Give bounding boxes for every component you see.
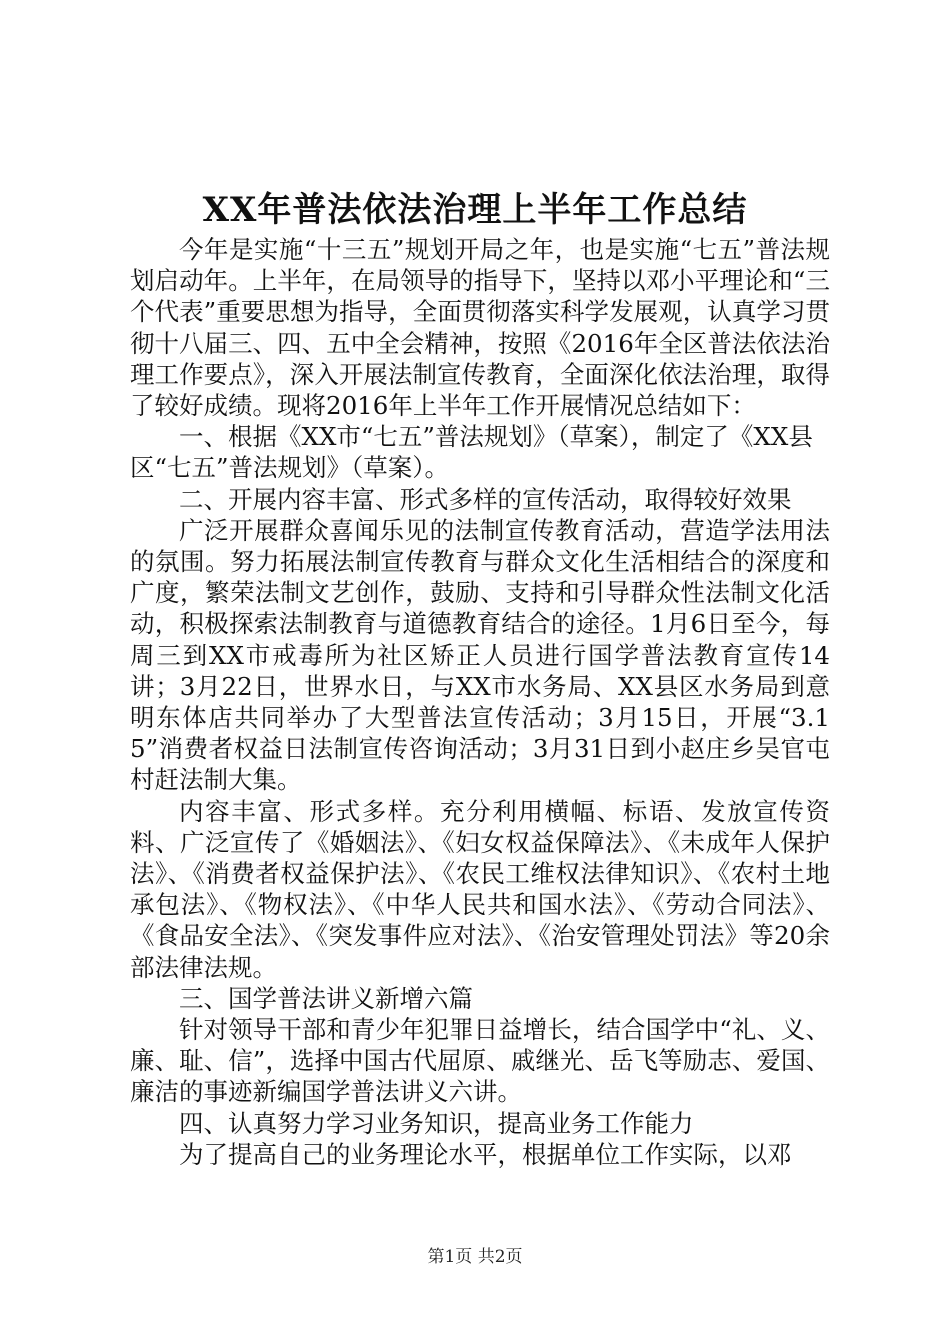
paragraph-activities: 广泛开展群众喜闻乐见的法制宣传教育活动，营造学法用法的氛围。努力拓展法制宣传教育与群众文化生活相结合的深度和广度，繁荣法制文艺创作，鼓励、支持和引导群众性法制文化活动，积极探索法制教育与道德教育结合的途径。1月6日至今，每周三到XX市戒毒所为社区矫正人员进行国学普法教育宣传14讲；3月22日，世界水日，与XX市水务局、XX县区水务局到意明东体店共同举办了大型普法宣传活动；3月15日，开展“3.15”消费者权益日法制宣传咨询活动；3月31日到小赵庄乡吴官屯村赶法制大集。	[130, 515, 830, 795]
section-heading-1: 一、根据《XX市“七五”普法规划》（草案），制定了《XX县区“七五”普法规划》（草案）。	[130, 422, 813, 483]
section-heading-4: 四、认真努力学习业务知识，提高业务工作能力	[179, 1108, 694, 1138]
page-number-footer: 第1页 共2页	[427, 1247, 523, 1267]
paragraph-study: 为了提高自己的业务理论水平，根据单位工作实际，以邓	[179, 1139, 792, 1169]
document-body	[130, 234, 830, 1170]
section-heading-2: 二、开展内容丰富、形式多样的宣传活动，取得较好效果	[179, 484, 792, 514]
paragraph-intro: 今年是实施“十三五”规划开局之年，也是实施“七五”普法规划启动年。上半年，在局领导的指导下，坚持以邓小平理论和“三个代表”重要思想为指导，全面贯彻落实科学发展观，认真学习贯彻十八届三、四、五中全会精神，按照《2016年全区普法依法治理工作要点》，深入开展法制宣传教育，全面深化依法治理，取得了较好成绩。现将2016年上半年工作开展情况总结如下：	[130, 235, 830, 421]
paragraph-lectures: 针对领导干部和青少年犯罪日益增长，结合国学中“礼、义、廉、耻、信”，选择中国古代屈原、戚继光、岳飞等励志、爱国、廉洁的事迹新编国学普法讲义六讲。	[130, 1015, 830, 1107]
section-heading-3: 三、国学普法讲义新增六篇	[179, 983, 473, 1013]
document-title: XX年普法依法治理上半年工作总结	[202, 190, 748, 230]
paragraph-laws: 内容丰富、形式多样。充分利用横幅、标语、发放宣传资料、广泛宣传了《婚姻法》、《妇女权益保障法》、《未成年人保护法》、《消费者权益保护法》、《农民工维权法律知识》、《农村土地承包法》、《物权法》、《中华人民共和国水法》、《劳动合同法》、《食品安全法》、《突发事件应对法》、《治安管理处罚法》等20余部法律法规。	[130, 796, 830, 982]
